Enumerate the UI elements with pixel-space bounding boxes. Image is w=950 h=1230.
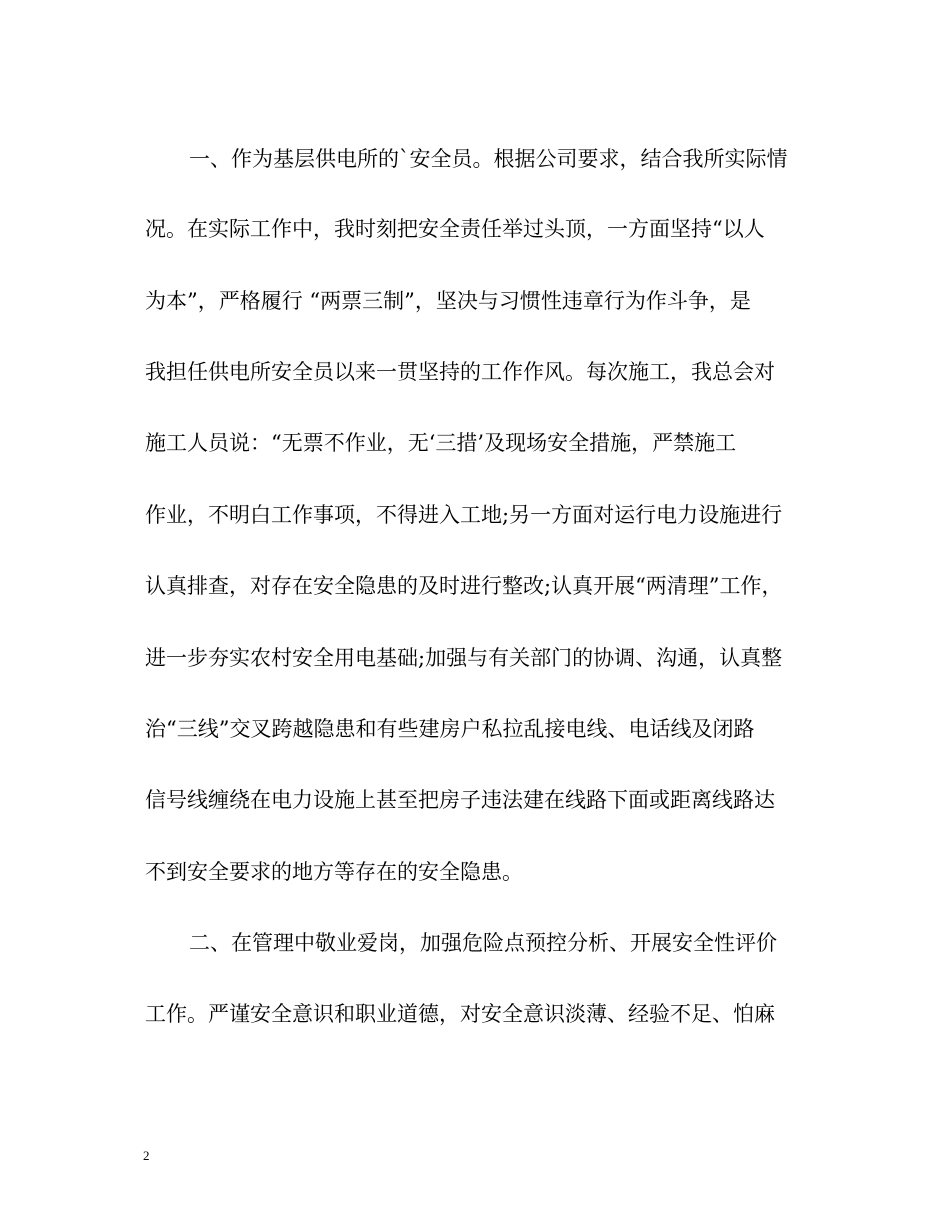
paragraph-1-line-8: 进一步夯实农村安全用电基础;加强与有关部门的协调、沟通，认真整 — [145, 646, 783, 670]
paragraph-2-line-1: 二、在管理中敬业爱岗，加强危险点预控分析、开展安全性评价 — [189, 931, 777, 955]
paragraph-1-line-6: 作业，不明白工作事项，不得进入工地;另一方面对运行电力设施进行 — [145, 503, 783, 527]
paragraph-1-line-4: 我担任供电所安全员以来一贯坚持的工作作风。每次施工，我总会对 — [145, 360, 775, 384]
paragraph-1-line-10: 信号线缠绕在电力设施上甚至把房子违法建在线路下面或距离线路达 — [145, 788, 775, 812]
paragraph-1-line-3: 为本”，严格履行 “两票三制”，坚决与习惯性违章行为作斗争，是 — [145, 289, 751, 313]
paragraph-2-line-2: 工作。严谨安全意识和职业道德，对安全意识淡薄、经验不足、怕麻 — [145, 1002, 775, 1026]
paragraph-1-line-5: 施工人员说：“无票不作业，无‘三措’及现场安全措施，严禁施工 — [145, 431, 737, 455]
paragraph-1-line-7: 认真排查，对存在安全隐患的及时进行整改;认真开展“两清理”工作， — [145, 574, 783, 598]
paragraph-1-line-2: 况。在实际工作中，我时刻把安全责任举过头顶，一方面坚持“以人 — [145, 217, 765, 241]
paragraph-1-line-11: 不到安全要求的地方等存在的安全隐患。 — [145, 860, 523, 884]
paragraph-1-line-9: 治“三线”交叉跨越隐患和有些建房户私拉乱接电线、电话线及闭路 — [145, 717, 755, 741]
paragraph-1-line-1: 一、作为基层供电所的`安全员。根据公司要求，结合我所实际情 — [189, 147, 788, 171]
page-number: 2 — [143, 1148, 150, 1163]
